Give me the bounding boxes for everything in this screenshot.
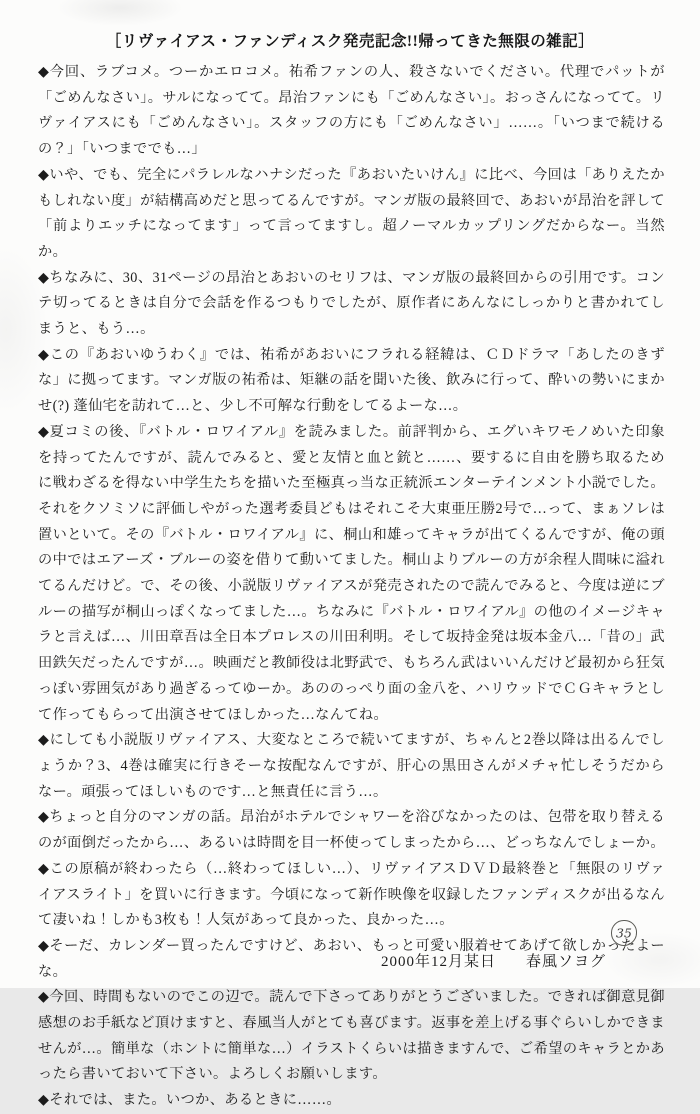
afterword-paragraph: ◆ちなみに、30、31ページの昂治とあおいのセリフは、マンガ版の最終回からの引用です。コンテ切ってるときは自分で会話を作るつもりでしたが、原作者にあんなにしっかりと書かれてしまうと、もう…。 xyxy=(38,269,665,338)
afterword-paragraph: ◆そーだ、カレンダー買ったんですけど、あおい、もっと可愛い服着せてあげて欲しかったよーな。 xyxy=(38,937,665,980)
afterword-paragraph: ◆今回、時間もないのでこの辺で。読んで下さってありがとうございました。できれば御意見御感想のお手紙など頂けますと、春風当人がとても喜びます。返事を差上げる事ぐらいしかできませんが…。簡単な（ホントに簡単な…）イラストくらいは描きますんで、ご希望のキャラとかあったら書いておいて下さい。よろしくお願いします。 xyxy=(38,989,665,1083)
afterword-paragraph: ◆いや、でも、完全にパラレルなハナシだった『あおいたいけん』に比べ、今回は「ありえたかもしれない度」が結構高めだと思ってるんですが。マンガ版の最終回で、あおいが昂治を評して「前よりエッチになってます」って言ってますし。超ノーマルカップリングだからなー。当然か。 xyxy=(38,166,665,260)
colophon xyxy=(381,950,606,971)
page-title: ［リヴァイアス・ファンディスク発売記念!!帰ってきた無限の雑記］ xyxy=(105,33,595,50)
afterword-paragraph: ◆この原稿が終わったら（…終わってほしい…）、リヴァイアスＤＶＤ最終巻と「無限のリヴァイアスライト」を買いに行きます。今頃になって新作映像を収録したファンディスクが出るなんて凄いね！しかも3枚も！人気があって良かった、良かった…。 xyxy=(38,860,665,929)
afterword-paragraph: ◆にしても小説版リヴァイアス、大変なところで続いてますが、ちゃんと2巻以降は出るんでしょうか？3、4巻は確実に行きそーな按配なんですが、肝心の黒田さんがメチャ忙しそうだからなー。頑張ってほしいものです…と無責任に言う…。 xyxy=(38,732,665,800)
colophon-date: 2000年12月某日 xyxy=(381,954,497,970)
afterword-paragraph: ◆ちょっと自分のマンガの話。昂治がホテルでシャワーを浴びなかったのは、包帯を取り替えるのが面倒だったから…、あるいは時間を目一杯使ってしまったから…、どっちなんでしょーか。 xyxy=(38,809,665,852)
afterword-paragraph: ◆夏コミの後、『バトル・ロワイアル』を読みました。前評判から、エグいキワモノめいた印象を持ってたんですが、読んでみると、愛と友情と血と銃と……、要するに自由を勝ち取るために戦わざるを得ない中学生たちを描いた至極真っ当な正統派エンターテインメント小説でした。それをクソミソに評価しやがった選考委員どもはそれこそ大東亜圧勝2号で…って、まぁソレは置いといて。その『バトル・ロワイアル』に、桐山和雄ってキャラが出てくるんですが、俺の頭の中ではエアーズ・ブルーの姿を借りて動いてました。桐山よりブルーの方が余程人間味に溢れてるんだけど。で、その後、小説版リヴァイアスが発売されたので読んでみると、今度は逆にブルーの描写が桐山っぽくなってました…。ちなみに『バトル・ロワイアル』の他のイメージキャラと言えば…、川田章吾は全日本プロレスの川田利明。そして坂持金発は坂本金八…「昔の」武田鉄矢だったんですが…。映画だと教師役は北野武で、もちろん武はいいんだけど最初から狂気っぽい雰囲気があり過ぎるってゆーか。あののっぺり面の金八を、ハリウッドでＣＧキャラとして作ってもらって出演させてほしかった…なんてね。 xyxy=(38,423,665,723)
afterword-paragraph: ◆この『あおいゆうわく』では、祐希があおいにフラれる経緯は、ＣＤドラマ「あしたのきずな」に拠ってます。マンガ版の祐希は、矩継の話を聞いた後、飲みに行って、酔いの勢いにまかせ(?) 蓬仙宅を訪れて…と、少し不可解な行動をしてるよーな…。 xyxy=(38,346,665,415)
page-number-badge xyxy=(611,920,637,946)
afterword-paragraph: ◆それでは、また。いつか、あるときに……。 xyxy=(38,1092,342,1109)
page-number: 35 xyxy=(616,925,632,940)
colophon-author: 春風ソヨグ xyxy=(526,954,607,970)
afterword-paragraph: ◆今回、ラブコメ。つーかエロコメ。祐希ファンの人、殺さないでください。代理でパットが「ごめんなさい」。サルになってて。昂治ファンにも「ごめんなさい」。おっさんになってて。リヴァイアスにも「ごめんなさい」。スタッフの方にも「ごめんなさい」……。「いつまで続けるの？」「いつまででも…」 xyxy=(38,64,666,158)
